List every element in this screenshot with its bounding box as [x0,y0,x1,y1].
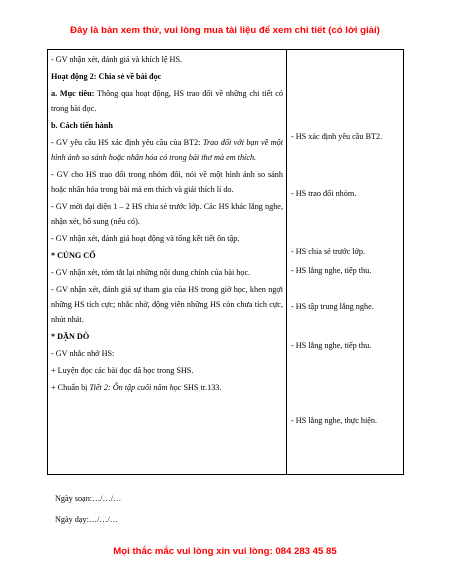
step-1-prefix: - GV yêu cầu HS xác định yêu cầu của BT2: [51,138,203,147]
lesson-plan-table [47,49,404,475]
student-response-2: - HS trao đổi nhóm. [291,189,357,198]
consolidate-1: - GV nhận xét, tóm tắt lại những nội dung chính của bài học. [51,268,251,277]
homework-1: - GV nhắc nhở HS: [51,349,115,358]
homework-title: * DẶN DÒ [51,332,90,341]
feedback-line: - GV nhận xét, đánh giá và khích lệ HS. [51,55,183,64]
step-4: - GV nhận xét, đánh giá hoạt động và tổng kết tiết ôn tập. [51,234,240,243]
teach-date: Ngày dạy:…/…/… [55,515,118,524]
consolidate-title: * CỦNG CỐ [51,251,96,260]
goal-paragraph [48,86,286,116]
student-response-7: - HS lắng nghe, thực hiện. [291,416,378,425]
step-1-task: Trao đổi với bạn về một hình ảnh so sánh hoặc nhân hóa có trong bài thơ mà em thích. [51,138,283,162]
student-response-1: - HS xác định yêu cầu BT2. [291,132,383,141]
preview-notice: Đây là bản xem thử, vui lòng mua tài liệu để xem chi tiết (có lời giải) [70,25,380,36]
homework-2: + Luyện đọc các bài đọc đã học trong SHS. [51,366,194,375]
homework-3-suffix: SHS tr.133. [181,383,222,392]
step-2: - GV cho HS trao đổi trong nhóm đôi, nói về một hình ảnh so sánh hoặc nhân hóa trong bài mà em thích và giải thích lí do. [51,170,283,194]
consolidate-2: - GV nhận xét, đánh giá sự tham gia của HS trong giờ học, khen ngợi những HS tích cực; nhắc nhở, động viên những HS còn chưa tích cực, nhút nhát. [51,285,283,324]
method-title: b. Cách tiến hành [51,121,113,130]
student-response-4: - HS lắng nghe, tiếp thu. [291,266,372,275]
step-3: - GV mời đại diện 1 – 2 HS chia sẻ trước lớp. Các HS khác lắng nghe, nhận xét, bổ sung (nếu có). [51,202,283,226]
student-response-5: - HS tập trung lắng nghe. [291,302,374,311]
homework-3 [48,380,286,395]
goal-text: Thông qua hoạt động, HS trao đổi về những chi tiết có trong bài đọc. [51,89,283,113]
contact-footer: Mọi thắc mắc vui lòng xin vui lòng: 084 283 45 85 [113,546,337,557]
activity-title: Hoạt động 2: Chia sẻ về bài đọc [51,72,162,81]
student-response-6: - HS lắng nghe, tiếp thu. [291,341,372,350]
prep-date: Ngày soạn:…/…/… [55,494,122,503]
teacher-activities-cell [48,50,287,475]
student-response-3: - HS chia sẻ trước lớp. [291,247,366,256]
step-1 [48,135,286,165]
homework-3-lesson: Tiết 2: Ôn tập cuối năm học [89,383,182,392]
table-row [48,50,404,475]
homework-3-prefix: + Chuẩn bị [51,383,90,392]
goal-label: a. Mục tiêu: [51,89,95,98]
student-activities-cell [287,50,404,475]
